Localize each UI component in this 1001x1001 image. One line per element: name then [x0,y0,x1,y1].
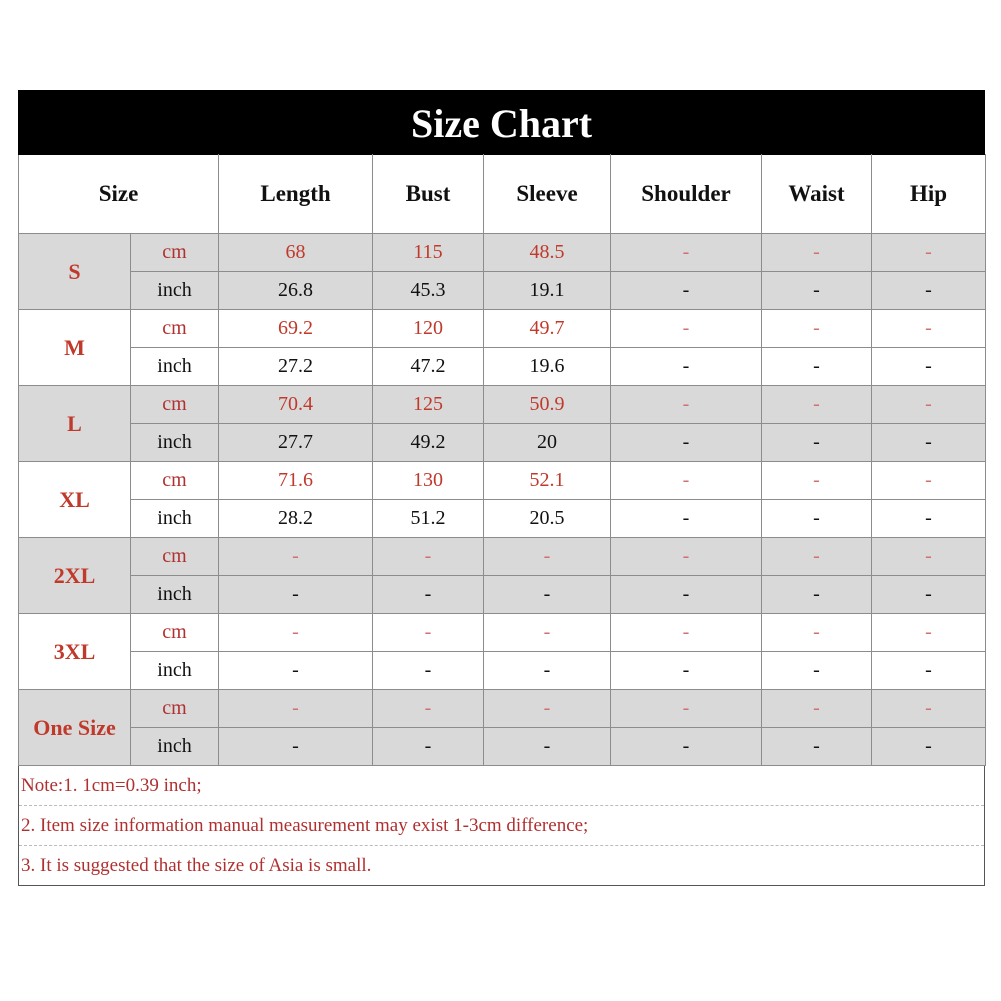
measurement-cell: - [762,500,872,538]
measurement-cell: 68 [219,234,373,272]
measurement-cell: - [611,652,762,690]
unit-label: cm [131,234,219,272]
measurement-cell: - [872,424,986,462]
unit-label: inch [131,652,219,690]
measurement-cell: - [762,462,872,500]
measurement-cell: 28.2 [219,500,373,538]
unit-label: inch [131,272,219,310]
measurement-cell: - [762,576,872,614]
measurement-cell: - [373,690,484,728]
measurement-cell: - [484,576,611,614]
measurement-cell: - [611,310,762,348]
measurement-cell: 50.9 [484,386,611,424]
header-size: Size [19,155,219,234]
table-row [19,728,986,766]
measurement-cell: - [219,614,373,652]
unit-label: inch [131,424,219,462]
measurement-cell: 49.2 [373,424,484,462]
measurement-cell: - [762,690,872,728]
measurement-cell: 19.6 [484,348,611,386]
header-length: Length [219,155,373,234]
measurement-cell: - [872,538,986,576]
measurement-cell: - [762,310,872,348]
measurement-cell: - [219,538,373,576]
table-row [19,424,986,462]
table-row [19,614,986,652]
measurement-cell: - [872,500,986,538]
measurement-cell: 20 [484,424,611,462]
size-label: M [19,310,131,386]
measurement-cell: - [611,386,762,424]
table-row [19,652,986,690]
measurement-cell: - [762,234,872,272]
measurement-cell: - [373,614,484,652]
measurement-cell: - [484,728,611,766]
measurement-cell: - [762,652,872,690]
measurement-cell: - [219,728,373,766]
header-waist: Waist [762,155,872,234]
measurement-cell: 51.2 [373,500,484,538]
measurement-cell: 19.1 [484,272,611,310]
table-row [19,272,986,310]
table-row [19,538,986,576]
size-table [18,154,986,766]
measurement-cell: - [611,690,762,728]
measurement-cell: - [872,386,986,424]
table-row [19,462,986,500]
measurement-cell: - [872,576,986,614]
size-label: XL [19,462,131,538]
measurement-cell: 27.2 [219,348,373,386]
header-hip: Hip [872,155,986,234]
unit-label: cm [131,690,219,728]
table-row [19,500,986,538]
measurement-cell: - [373,538,484,576]
measurement-cell: 115 [373,234,484,272]
measurement-cell: - [219,690,373,728]
unit-label: inch [131,500,219,538]
measurement-cell: - [611,500,762,538]
header-row [19,155,986,234]
measurement-cell: 120 [373,310,484,348]
measurement-cell: - [611,348,762,386]
unit-label: inch [131,728,219,766]
measurement-cell: - [219,576,373,614]
measurement-cell: 52.1 [484,462,611,500]
measurement-cell: - [611,234,762,272]
table-row [19,386,986,424]
measurement-cell: - [762,348,872,386]
measurement-cell: 49.7 [484,310,611,348]
measurement-cell: 71.6 [219,462,373,500]
unit-label: cm [131,538,219,576]
size-label: 3XL [19,614,131,690]
size-chart [18,90,985,886]
size-label: 2XL [19,538,131,614]
measurement-cell: - [872,614,986,652]
measurement-cell: - [611,576,762,614]
size-label: One Size [19,690,131,766]
measurement-cell: - [611,424,762,462]
measurement-cell: - [762,614,872,652]
unit-label: cm [131,462,219,500]
measurement-cell: - [484,690,611,728]
measurement-cell: - [484,538,611,576]
measurement-cell: - [762,272,872,310]
measurement-cell: - [373,576,484,614]
size-label: S [19,234,131,310]
measurement-cell: - [611,728,762,766]
measurement-cell: - [762,424,872,462]
table-row [19,576,986,614]
measurement-cell: - [373,652,484,690]
chart-title: Size Chart [18,90,985,154]
measurement-cell: - [762,728,872,766]
measurement-cell: - [872,728,986,766]
measurement-cell: - [872,234,986,272]
measurement-cell: 26.8 [219,272,373,310]
measurement-cell: - [484,652,611,690]
measurement-cell: 69.2 [219,310,373,348]
measurement-cell: 125 [373,386,484,424]
measurement-cell: - [872,272,986,310]
measurement-cell: 130 [373,462,484,500]
table-row [19,310,986,348]
measurement-cell: 20.5 [484,500,611,538]
measurement-cell: - [611,272,762,310]
measurement-cell: - [762,538,872,576]
measurement-cell: - [219,652,373,690]
measurement-cell: - [611,614,762,652]
header-bust: Bust [373,155,484,234]
measurement-cell: - [484,614,611,652]
note-1: Note:1. 1cm=0.39 inch; [19,766,984,806]
note-2: 2. Item size information manual measurement may exist 1-3cm difference; [19,806,984,846]
unit-label: cm [131,614,219,652]
notes [18,766,985,886]
measurement-cell: 27.7 [219,424,373,462]
measurement-cell: - [611,538,762,576]
unit-label: cm [131,386,219,424]
measurement-cell: - [611,462,762,500]
measurement-cell: 47.2 [373,348,484,386]
measurement-cell: 45.3 [373,272,484,310]
measurement-cell: - [872,690,986,728]
measurement-cell: - [872,348,986,386]
table-row [19,690,986,728]
table-row [19,348,986,386]
measurement-cell: - [872,310,986,348]
measurement-cell: - [373,728,484,766]
table-row [19,234,986,272]
measurement-cell: - [872,652,986,690]
unit-label: inch [131,576,219,614]
measurement-cell: - [762,386,872,424]
header-shoulder: Shoulder [611,155,762,234]
header-sleeve: Sleeve [484,155,611,234]
measurement-cell: 70.4 [219,386,373,424]
note-3: 3. It is suggested that the size of Asia is small. [21,855,372,876]
measurement-cell: - [872,462,986,500]
unit-label: cm [131,310,219,348]
unit-label: inch [131,348,219,386]
measurement-cell: 48.5 [484,234,611,272]
size-label: L [19,386,131,462]
